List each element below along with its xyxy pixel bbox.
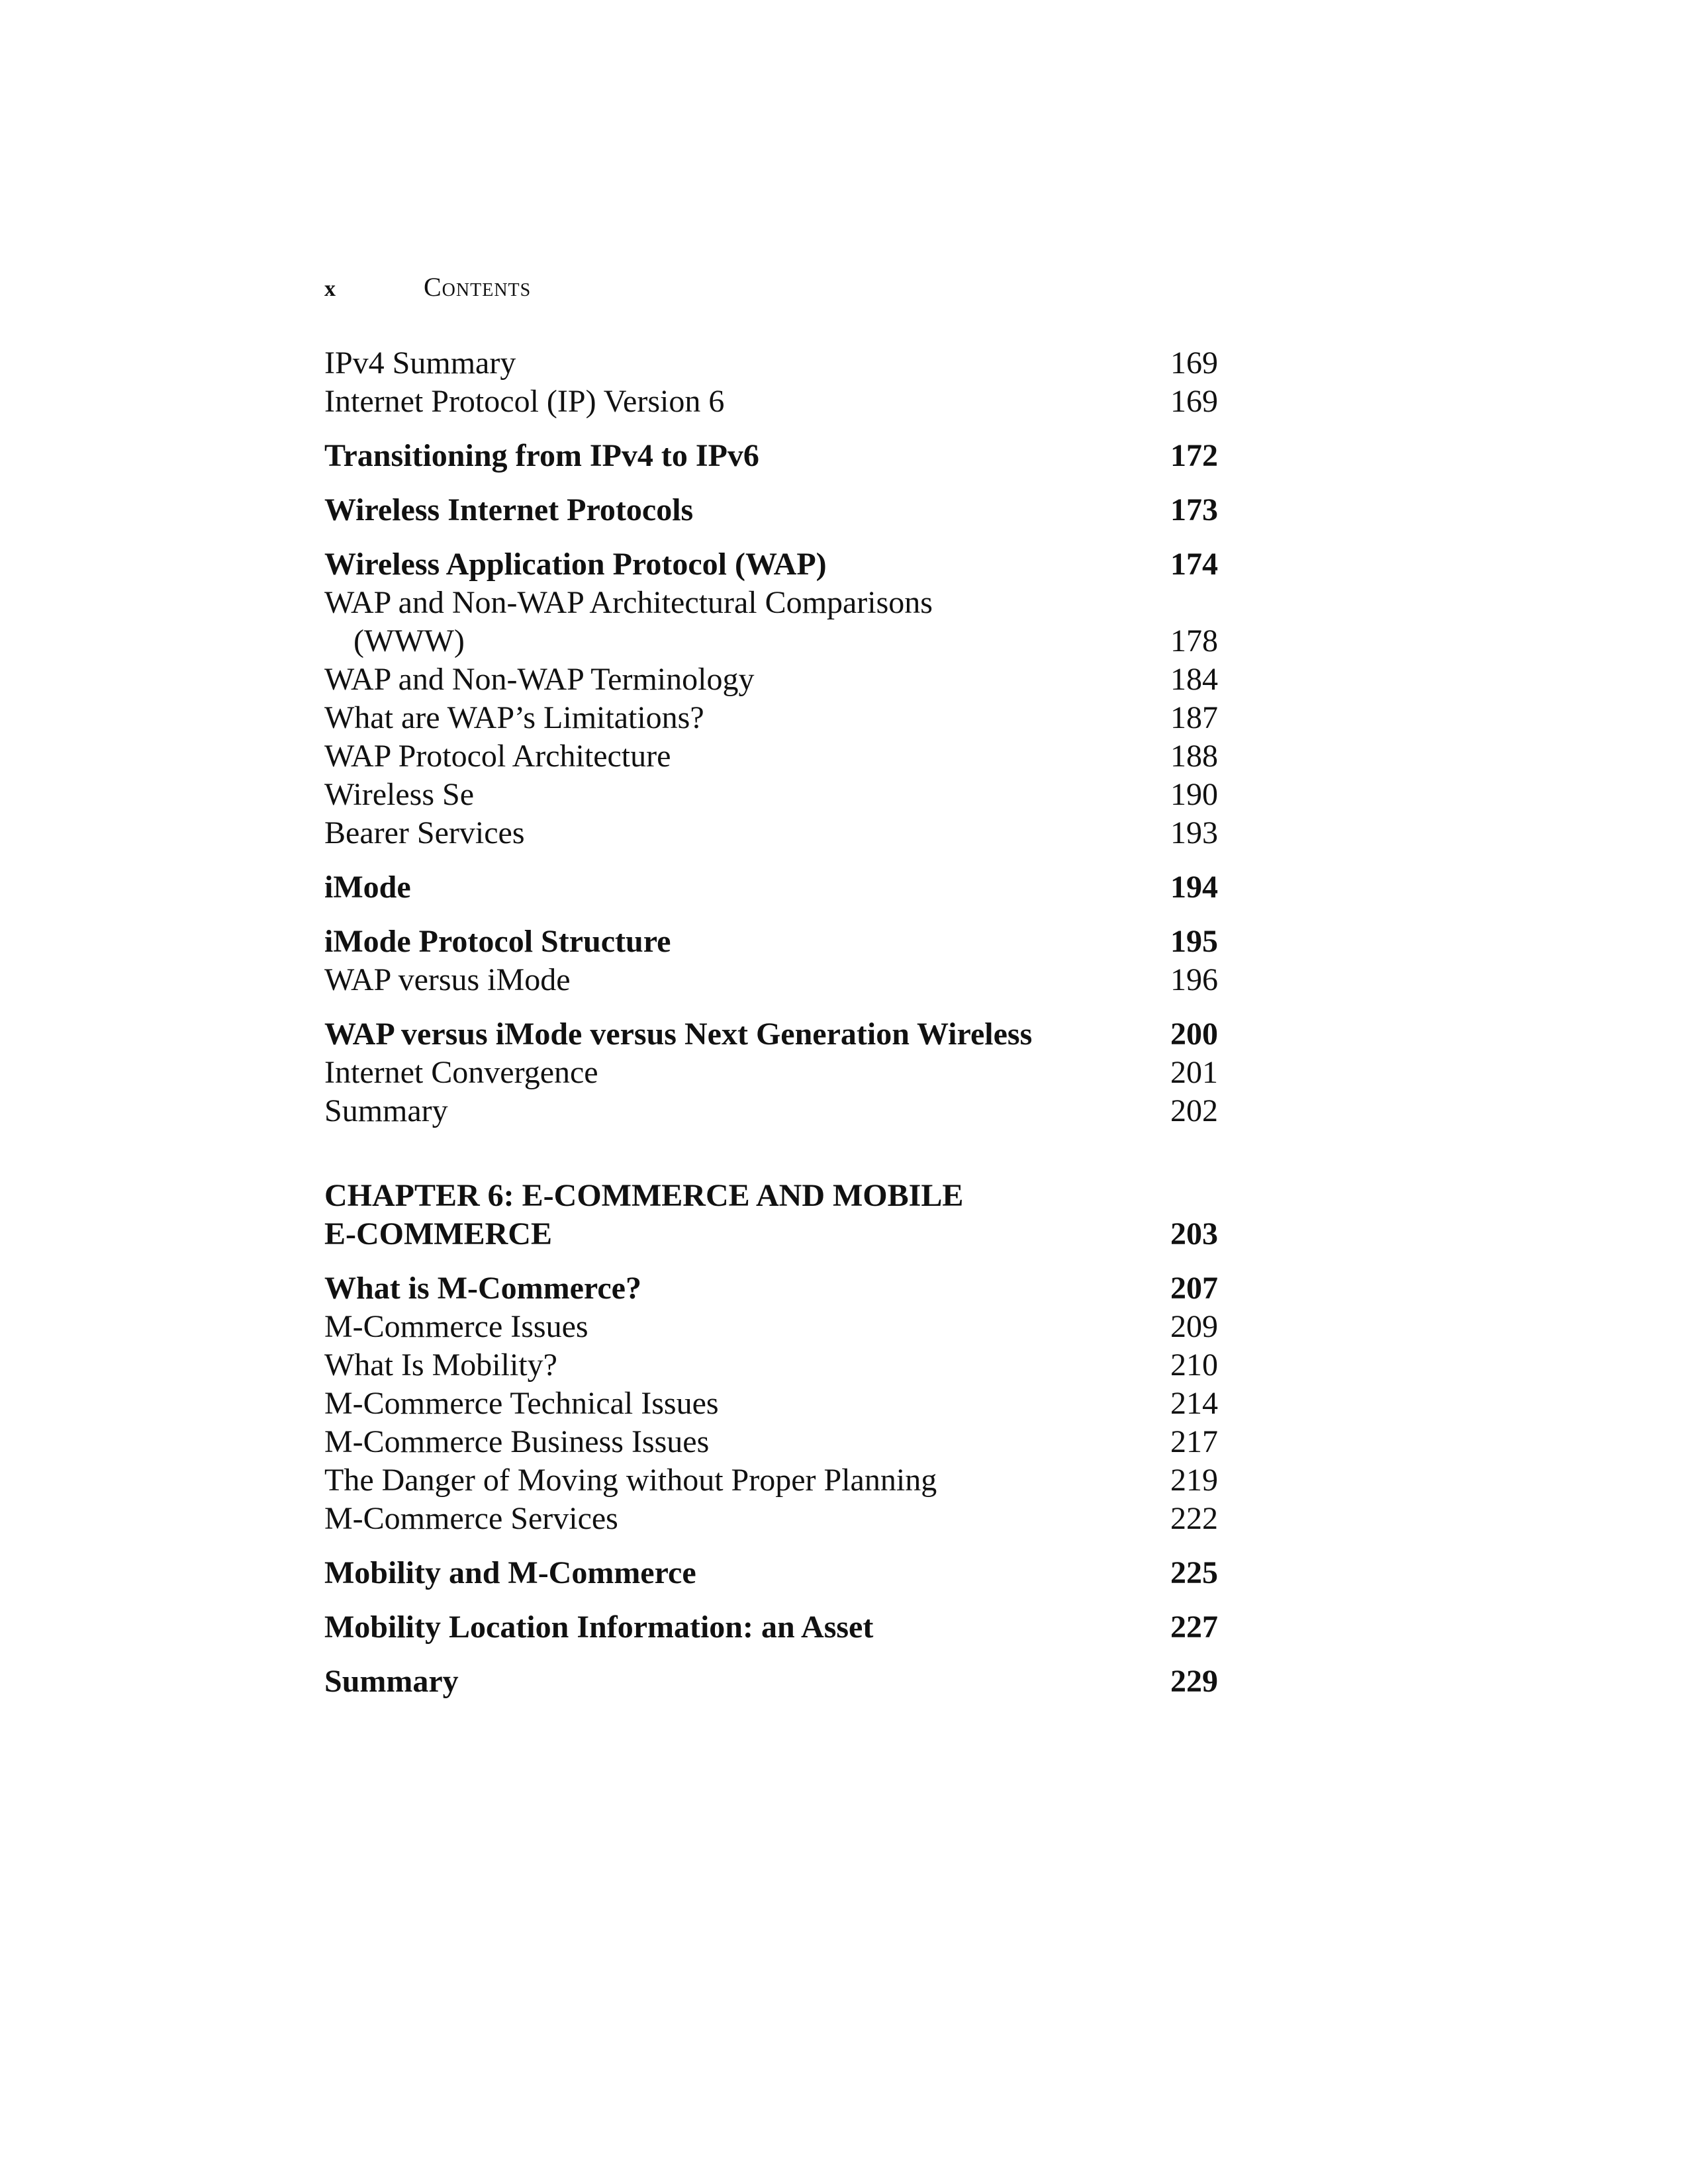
toc-section-heading xyxy=(324,1662,1218,1701)
toc-entry-label: WAP and Non-WAP Architectural Comparisons xyxy=(324,585,933,620)
toc-entry-label: M-Commerce Business Issues xyxy=(324,1424,710,1459)
toc-entry-label: iMode Protocol Structure xyxy=(324,924,671,959)
toc-entry xyxy=(324,344,1218,383)
toc-entry-page: 195 xyxy=(1170,924,1218,959)
toc-entry-label: Summary xyxy=(324,1664,459,1699)
toc-entry-page: 194 xyxy=(1170,870,1218,905)
toc-section-heading xyxy=(324,491,1218,529)
toc-entry-label: Bearer Services xyxy=(324,815,525,850)
toc-entry-page: 172 xyxy=(1170,438,1218,473)
toc-entry-page: 225 xyxy=(1170,1555,1218,1590)
toc-chapter-heading-continuation xyxy=(324,1215,1218,1253)
toc-entry-page: 214 xyxy=(1170,1386,1218,1421)
toc-entry xyxy=(324,1054,1218,1092)
running-head-title: Contents xyxy=(424,272,532,302)
toc-section-heading xyxy=(324,1269,1218,1308)
toc-entry-label: M-Commerce Technical Issues xyxy=(324,1386,719,1421)
toc-entry xyxy=(324,1308,1218,1346)
toc-entry-page: 227 xyxy=(1170,1610,1218,1645)
toc-section-heading xyxy=(324,545,1218,584)
toc-entry-label: Internet Convergence xyxy=(324,1055,598,1090)
toc-entry xyxy=(324,660,1218,699)
toc-entry-page: 222 xyxy=(1170,1501,1218,1536)
toc-entry-page: 196 xyxy=(1170,962,1218,997)
toc-entry-page: 202 xyxy=(1170,1093,1218,1128)
toc-entry-label: WAP versus iMode xyxy=(324,962,571,997)
toc-entry xyxy=(324,1461,1218,1500)
page-folio: x xyxy=(324,277,336,301)
toc-entry-label: WAP Protocol Architecture xyxy=(324,739,671,774)
toc-entry-page: 209 xyxy=(1170,1309,1218,1344)
toc-entry-label: Transitioning from IPv4 to IPv6 xyxy=(324,438,759,473)
toc-entry-page: 201 xyxy=(1170,1055,1218,1090)
toc-entry-label: What is M-Commerce? xyxy=(324,1271,641,1306)
toc-entry xyxy=(324,737,1218,776)
toc-entry-label: WAP and Non-WAP Terminology xyxy=(324,662,755,697)
toc-entry-page: 169 xyxy=(1170,345,1218,381)
toc-section-heading xyxy=(324,1015,1218,1054)
toc-entry-label: (WWW) xyxy=(353,623,465,659)
toc-entry xyxy=(324,961,1218,999)
toc-entry xyxy=(324,1092,1218,1130)
toc-entry-page: 184 xyxy=(1170,662,1218,697)
toc-entry xyxy=(324,699,1218,737)
toc-section-heading xyxy=(324,437,1218,475)
table-of-contents xyxy=(324,344,1218,1701)
toc-entry-page: 219 xyxy=(1170,1463,1218,1498)
toc-entry-label: WAP versus iMode versus Next Generation Wireless xyxy=(324,1017,1033,1052)
toc-entry-page: 173 xyxy=(1170,492,1218,527)
toc-entry-page: 207 xyxy=(1170,1271,1218,1306)
toc-entry-page: 229 xyxy=(1170,1664,1218,1699)
toc-entry-continuation xyxy=(324,622,1218,660)
toc-entry-page: 169 xyxy=(1170,384,1218,419)
toc-section-heading xyxy=(324,1554,1218,1592)
toc-entry-label: The Danger of Moving without Proper Planning xyxy=(324,1463,937,1498)
toc-entry xyxy=(324,584,1218,622)
toc-chapter-page: 203 xyxy=(1170,1216,1218,1251)
toc-entry-label: M-Commerce Issues xyxy=(324,1309,588,1344)
toc-entry xyxy=(324,1385,1218,1423)
toc-chapter-label: CHAPTER 6: E-COMMERCE AND MOBILE xyxy=(324,1178,964,1213)
toc-entry-label: M-Commerce Services xyxy=(324,1501,618,1536)
toc-entry xyxy=(324,1423,1218,1461)
toc-chapter-heading xyxy=(324,1177,1218,1215)
toc-section-heading xyxy=(324,1608,1218,1647)
toc-entry-page: 178 xyxy=(1170,623,1218,659)
toc-section-heading xyxy=(324,868,1218,907)
toc-entry-page: 210 xyxy=(1170,1347,1218,1383)
toc-section-heading xyxy=(324,923,1218,961)
toc-entry-label: Internet Protocol (IP) Version 6 xyxy=(324,384,725,419)
toc-entry-label: Wireless Se xyxy=(324,777,475,812)
toc-entry-label: Mobility and M-Commerce xyxy=(324,1555,696,1590)
toc-entry-label: Wireless Internet Protocols xyxy=(324,492,694,527)
toc-entry-label: IPv4 Summary xyxy=(324,345,516,381)
toc-entry-label: iMode xyxy=(324,870,411,905)
toc-entry xyxy=(324,776,1218,814)
toc-entry xyxy=(324,1500,1218,1538)
toc-entry-page: 188 xyxy=(1170,739,1218,774)
toc-entry-page: 200 xyxy=(1170,1017,1218,1052)
toc-entry-page: 193 xyxy=(1170,815,1218,850)
toc-entry-label: What are WAP’s Limitations? xyxy=(324,700,704,735)
toc-entry-label: Summary xyxy=(324,1093,448,1128)
toc-entry-page: 174 xyxy=(1170,547,1218,582)
toc-entry-page: 187 xyxy=(1170,700,1218,735)
toc-entry-label: Wireless Application Protocol (WAP) xyxy=(324,547,827,582)
toc-entry-label: What Is Mobility? xyxy=(324,1347,557,1383)
toc-chapter-label: E-COMMERCE xyxy=(324,1216,552,1251)
toc-entry xyxy=(324,383,1218,421)
toc-entry-label: Mobility Location Information: an Asset xyxy=(324,1610,874,1645)
toc-entry xyxy=(324,814,1218,852)
toc-entry xyxy=(324,1346,1218,1385)
running-head xyxy=(324,271,1251,311)
toc-entry-page: 190 xyxy=(1170,777,1218,812)
toc-entry-page: 217 xyxy=(1170,1424,1218,1459)
